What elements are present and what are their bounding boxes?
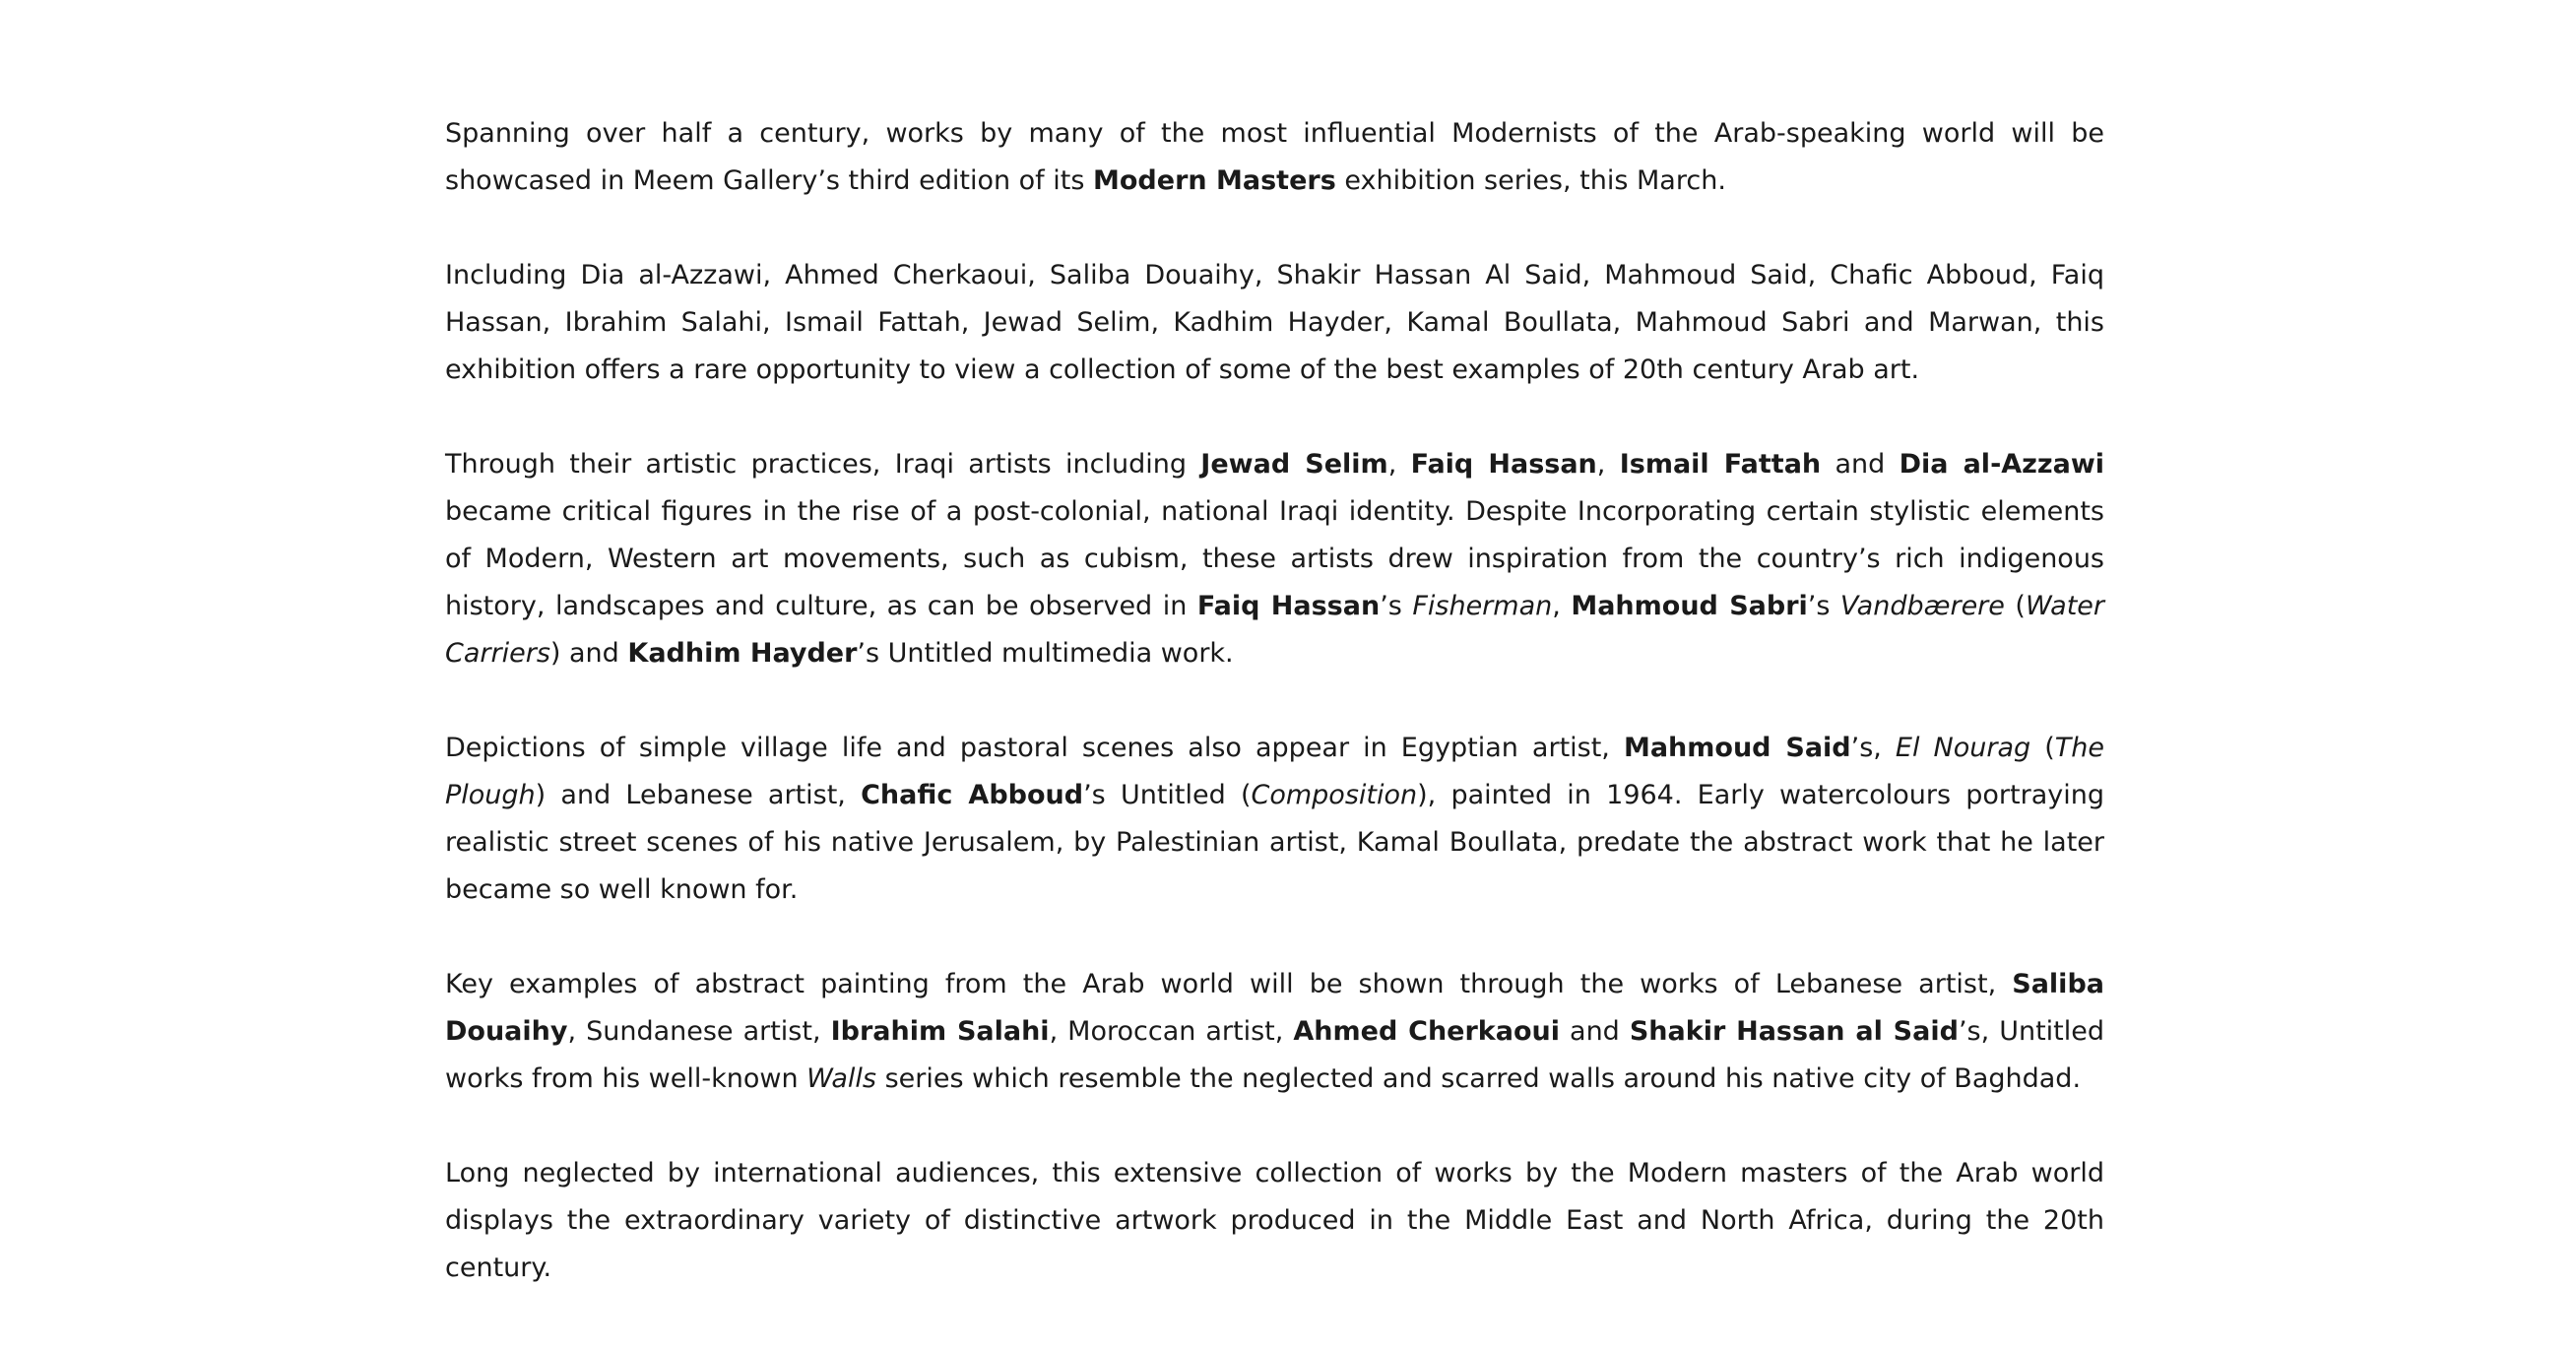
bold-text: Mahmoud Sabri bbox=[1571, 591, 1808, 621]
body-text: ) and bbox=[549, 638, 628, 669]
body-text: ), painted in 1964. Early watercolours portraying realistic street scenes of his native Jerusalem, by Palestinian artist, Kamal Boullata, predate the abstract work that he later became so well known for. bbox=[445, 780, 2104, 905]
body-text: exhibition series, this March. bbox=[1335, 165, 1726, 196]
paragraph-1 bbox=[445, 110, 2104, 205]
bold-text: Jewad Selim bbox=[1200, 449, 1388, 480]
body-text: became critical figures in the rise of a post-colonial, national Iraqi identity. Despite Incorporating certain stylistic elements of Modern, Western art movements, such as cubism, these artists drew inspiration from the country’s rich indigenous history, landscapes and culture, as can be observed in bbox=[445, 496, 2104, 621]
bold-text: Faiq Hassan bbox=[1410, 449, 1597, 480]
bold-text: Mahmoud Said bbox=[1623, 733, 1851, 763]
body-text: ’s Untitled ( bbox=[1083, 780, 1252, 810]
italic-text: Vandbærere bbox=[1839, 591, 2005, 621]
bold-text: Chafic Abboud bbox=[861, 780, 1084, 810]
body-text: ’s bbox=[1380, 591, 1413, 621]
body-text: ( bbox=[2030, 733, 2055, 763]
body-text: series which resemble the neglected and scarred walls around his native city of Baghdad. bbox=[876, 1063, 2082, 1094]
body-text: ) and Lebanese artist, bbox=[535, 780, 862, 810]
italic-text: Composition bbox=[1251, 780, 1418, 810]
body-text: and bbox=[1560, 1016, 1630, 1047]
body-text: ’s, bbox=[1850, 733, 1896, 763]
body-text: , bbox=[1387, 449, 1411, 480]
body-text: ’s bbox=[1807, 591, 1840, 621]
paragraph-5 bbox=[445, 961, 2104, 1103]
italic-text: Fisherman bbox=[1412, 591, 1553, 621]
paragraph-6 bbox=[445, 1150, 2104, 1292]
bold-text: Ibrahim Salahi bbox=[830, 1016, 1050, 1047]
body-text: ’s Untitled multimedia work. bbox=[857, 638, 1234, 669]
body-text: Spanning over half a century, works by many of the most influential Modernists of the Arab-speaking world will be showcased in Meem Gallery’s third edition of its bbox=[445, 118, 2104, 196]
paragraph-3 bbox=[445, 441, 2104, 677]
article-body bbox=[445, 110, 2104, 1292]
bold-text: Faiq Hassan bbox=[1196, 591, 1381, 621]
bold-text: Ahmed Cherkaoui bbox=[1293, 1016, 1560, 1047]
body-text: , Moroccan artist, bbox=[1049, 1016, 1294, 1047]
italic-text: The Plough bbox=[445, 733, 2104, 810]
body-text: , Sundanese artist, bbox=[567, 1016, 831, 1047]
italic-text: Walls bbox=[806, 1063, 876, 1094]
body-text: ( bbox=[2004, 591, 2026, 621]
body-text: Through their artistic practices, Iraqi artists including bbox=[445, 449, 1201, 480]
body-text: Depictions of simple village life and pastoral scenes also appear in Egyptian artist, bbox=[445, 733, 1624, 763]
bold-text: Kadhim Hayder bbox=[627, 638, 858, 669]
bold-text: Shakir Hassan al Said bbox=[1629, 1016, 1959, 1047]
italic-text: El Nourag bbox=[1895, 733, 2031, 763]
bold-text: Dia al-Azzawi bbox=[1899, 449, 2105, 480]
italic-text: Water Carriers bbox=[445, 591, 2105, 669]
paragraph-2 bbox=[445, 252, 2104, 394]
body-text: Key examples of abstract painting from the Arab world will be shown through the works of Lebanese artist, bbox=[445, 969, 2013, 999]
bold-text: Ismail Fattah bbox=[1619, 449, 1822, 480]
body-text: and bbox=[1821, 449, 1900, 480]
paragraph-4 bbox=[445, 725, 2104, 914]
bold-text: Modern Masters bbox=[1093, 165, 1336, 196]
body-text: Including Dia al-Azzawi, Ahmed Cherkaoui, Saliba Douaihy, Shakir Hassan Al Said, Mahmoud Said, Chafic Abboud, Faiq Hassan, Ibrahim Salahi, Ismail Fattah, Jewad Selim, Kadhim Hayder, Kamal Boullata, Mahmoud Sabri and Marwan, this exhibition offers a rare opportunity to view a collection of some of the best examples of 20th century Arab art. bbox=[445, 260, 2104, 385]
body-text: Long neglected by international audiences, this extensive collection of works by the Modern masters of the Arab world displays the extraordinary variety of distinctive artwork produced in the Middle East and North Africa, during the 20th century. bbox=[445, 1158, 2104, 1283]
body-text: , bbox=[1552, 591, 1572, 621]
body-text: ’s, Untitled works from his well-known bbox=[445, 1016, 2104, 1094]
body-text: , bbox=[1596, 449, 1620, 480]
bold-text: Saliba Douaihy bbox=[445, 969, 2104, 1047]
